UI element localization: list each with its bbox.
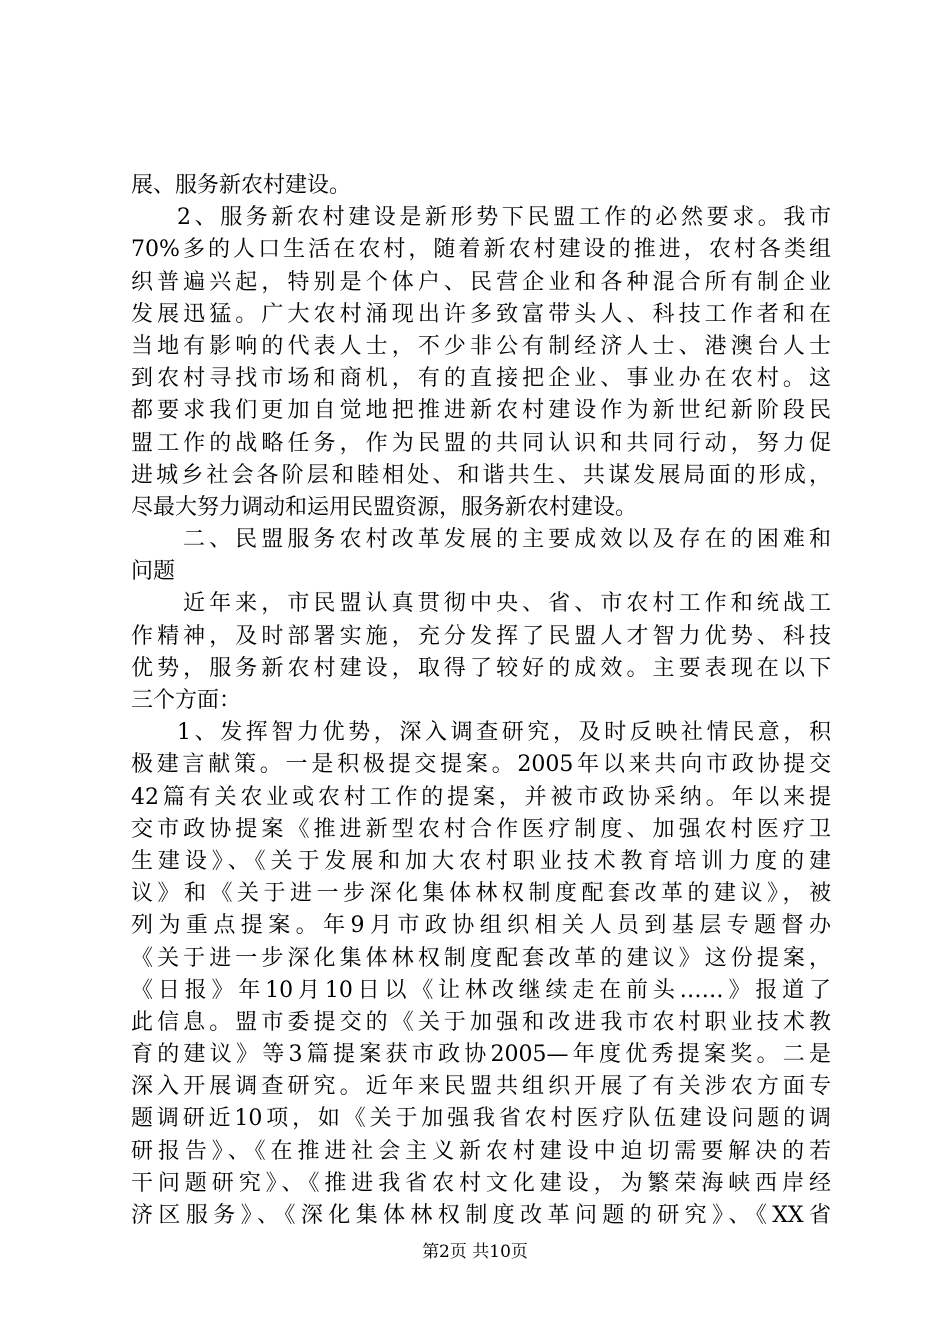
text-line: 《日报》年10月10日以《让林改继续走在前头……》报道了 <box>131 977 831 1003</box>
text-line: 济区服务》、《深化集体林权制度改革问题的研究》、《XX省 <box>131 1203 831 1228</box>
text-line: 尽最大努力调动和运用民盟资源，服务新农村建设。 <box>131 494 638 520</box>
text-line: 都要求我们更加自觉地把推进新农村建设作为新世纪新阶段民 <box>131 398 831 424</box>
text-line: 当地有影响的代表人士，不少非公有制经济人士、港澳台人士 <box>131 333 831 359</box>
text-line: 发展迅猛。广大农村涌现出许多致富带头人、科技工作者和在 <box>131 301 831 327</box>
text-line: 交市政协提案《推进新型农村合作医疗制度、加强农村医疗卫 <box>131 816 831 842</box>
text-line: 进城乡社会各阶层和睦相处、和谐共生、共谋发展局面的形成， <box>131 462 831 488</box>
text-line: 42篇有关农业或农村工作的提案，并被市政协采纳。年以来提 <box>131 784 831 810</box>
text-line: 干问题研究》、《推进我省农村文化建设，为繁荣海峡西岸经 <box>131 1170 831 1196</box>
section-heading-line: 二、民盟服务农村改革发展的主要成效以及存在的困难和 <box>183 527 831 553</box>
text-line: 列为重点提案。年9月市政协组织相关人员到基层专题督办 <box>131 913 831 939</box>
document-body <box>131 170 831 1232</box>
text-line: 此信息。盟市委提交的《关于加强和改进我市农村职业技术教 <box>131 1009 831 1035</box>
text-line: 作精神，及时部署实施，充分发挥了民盟人才智力优势、科技 <box>131 623 831 649</box>
text-line: 盟工作的战略任务，作为民盟的共同认识和共同行动，努力促 <box>131 430 831 456</box>
page-number-footer: 第2页 共10页 <box>422 1242 528 1262</box>
text-line: 题调研近10项，如《关于加强我省农村医疗队伍建设问题的调 <box>131 1106 831 1132</box>
text-line: 深入开展调查研究。近年来民盟共组织开展了有关涉农方面专 <box>131 1074 831 1100</box>
section-heading-line: 问题 <box>131 559 176 585</box>
text-line: 到农村寻找市场和商机，有的直接把企业、事业办在农村。这 <box>131 366 831 392</box>
text-line: 1、发挥智力优势，深入调查研究，及时反映社情民意，积 <box>177 720 831 746</box>
text-line: 织普遍兴起，特别是个体户、民营企业和各种混合所有制企业 <box>131 269 831 295</box>
text-line: 优势，服务新农村建设，取得了较好的成效。主要表现在以下 <box>131 655 831 681</box>
text-line: 议》和《关于进一步深化集体林权制度配套改革的建议》，被 <box>131 881 831 907</box>
text-line: 研报告》、《在推进社会主义新农村建设中迫切需要解决的若 <box>131 1138 831 1164</box>
text-line: 70%多的人口生活在农村，随着新农村建设的推进，农村各类组 <box>131 237 831 263</box>
text-line: 展、服务新农村建设。 <box>131 173 352 198</box>
text-line: 近年来，市民盟认真贯彻中央、省、市农村工作和统战工 <box>183 591 831 617</box>
text-line: 育的建议》等3篇提案获市政协2005—年度优秀提案奖。二是 <box>131 1042 831 1068</box>
text-line: 《关于进一步深化集体林权制度配套改革的建议》这份提案， <box>131 945 831 971</box>
text-line: 2、服务新农村建设是新形势下民盟工作的必然要求。我市 <box>177 205 831 231</box>
text-line: 极建言献策。一是积极提交提案。2005年以来共向市政协提交 <box>131 752 831 778</box>
text-line: 三个方面： <box>131 688 242 713</box>
text-line: 生建设》、《关于发展和加大农村职业技术教育培训力度的建 <box>131 848 831 874</box>
